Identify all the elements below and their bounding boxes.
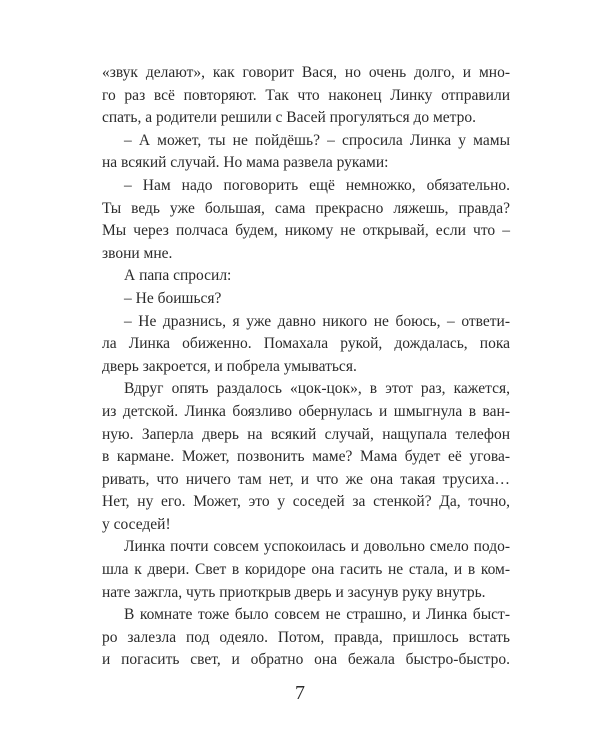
text-line: Ты ведь уже большая, сама прекрасно ляжешь, правда? — [102, 199, 510, 217]
text-line: Линка почти совсем успокоилась и довольно смело подо- — [124, 538, 510, 556]
text-line: го раз всё повторяют. Так что наконец Линку отправили — [102, 86, 510, 104]
text-line: ро залезла под одеяло. Потом, правда, пришлось встать — [102, 628, 510, 646]
text-line: спать, а родители решили с Васей прогуляться до метро. — [102, 109, 476, 127]
text-line: ную. Заперла дверь на всякий случай, нащупала телефон — [102, 425, 510, 443]
text-line: нате зажгла, чуть приоткрыв дверь и засунув руку внутрь. — [102, 583, 486, 601]
text-line: Мы через полчаса будем, никому не открывай, если что – — [102, 222, 510, 240]
text-line: – Нам надо поговорить ещё немножко, обязательно. — [124, 176, 510, 194]
text-line: А папа спросил: — [124, 267, 232, 285]
text-line: из детской. Линка боязливо обернулась и шмыгнула в ван- — [102, 402, 510, 420]
text-line: – Не боишься? — [124, 289, 222, 307]
text-line: на всякий случай. Но мама развела руками: — [102, 154, 389, 172]
text-line: Нет, ну его. Может, это у соседей за стенкой? Да, точно, — [102, 493, 510, 511]
text-line: ла Линка обиженно. Помахала рукой, дождалась, пока — [102, 335, 510, 353]
page-number: 7 — [295, 682, 305, 704]
text-line: ривать, что ничего там нет, и что же она такая трусиха… — [102, 470, 510, 488]
text-line: – Не дразнись, я уже давно никого не боюсь, – ответи- — [124, 312, 510, 330]
page-text — [102, 62, 510, 672]
text-line: в кармане. Может, позвонить маме? Мама будет её угова- — [102, 448, 510, 466]
text-line: и погасить свет, и обратно она бежала быстро-быстро. — [102, 651, 510, 669]
text-line: звони мне. — [102, 244, 173, 262]
text-line: – А может, ты не пойдёшь? – спросила Линка у мамы — [124, 131, 510, 149]
text-line: шла к двери. Свет в коридоре она гасить не стала, и в ком- — [102, 561, 510, 579]
text-line: у соседей! — [102, 515, 171, 533]
text-line: «звук делают», как говорит Вася, но очень долго, и мно- — [102, 64, 510, 81]
text-line: В комнате тоже было совсем не страшно, и Линка быст- — [124, 606, 510, 624]
text-line: Вдруг опять раздалось «цок-цок», в этот раз, кажется, — [124, 380, 510, 398]
text-line: дверь закроется, и побрела умываться. — [102, 357, 357, 375]
